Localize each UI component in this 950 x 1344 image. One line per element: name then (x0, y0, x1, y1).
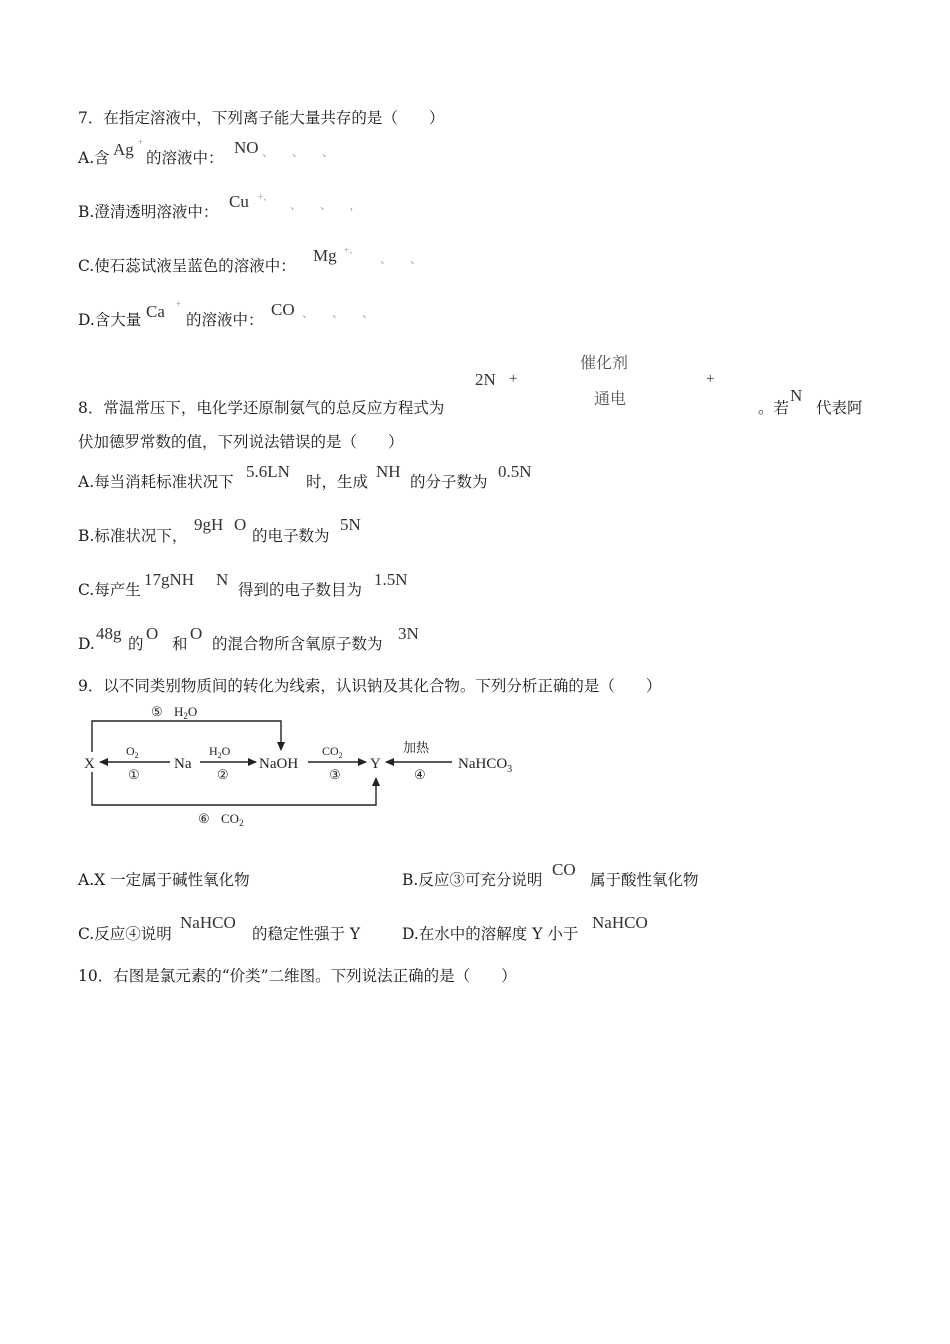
q8-d-prefix: D. (78, 635, 95, 653)
q9-c-prefix: C.反应④说明 (78, 925, 172, 943)
q8-b-value2: 5N (340, 515, 361, 534)
reaction-5-path (92, 721, 281, 752)
q8-condition-label: 通电 (594, 389, 627, 408)
q7-d-charge: + (176, 299, 182, 309)
q8-d-value: 48g (96, 624, 122, 643)
q8-d-value2: 3N (398, 624, 419, 643)
reaction-2-number: ② (217, 767, 229, 782)
q7-a-prefix: A.含 (78, 149, 110, 167)
q8-c-mid: 得到的电子数目为 (238, 581, 363, 599)
q8-stem-end: 。若 (758, 399, 790, 417)
q9-c-value: NaHCO (180, 913, 236, 932)
q7-a-ion: Ag (113, 140, 134, 159)
q9-option-a: A.X 一定属于碱性氧化物 (78, 871, 250, 889)
species-x: X (84, 756, 95, 772)
q7-b-separators: 、 、 , (290, 198, 354, 212)
reaction-5-label-o: O (187, 704, 198, 719)
species-naoh: NaOH (259, 756, 299, 772)
species-nahco3: NaHCO (458, 756, 508, 772)
svg-text:CO2: $CO_2$ (322, 744, 343, 760)
svg-text:O2: $O_2$ (126, 744, 139, 760)
q8-catalyst-label: 催化剂 (580, 353, 629, 372)
q8-equation-left: 2N (475, 370, 496, 389)
reaction-2-label-o: O (221, 744, 231, 758)
reaction-6-label: CO (221, 811, 240, 826)
q7-stem: 7．在指定溶液中，下列离子能大量共存的是（ ） (78, 109, 445, 127)
q8-c-value: 17gNH (144, 570, 195, 589)
q7-b-ions: Cu (229, 192, 249, 211)
q8-d-de: 的 (128, 635, 144, 653)
reaction-4-label: 加热 (403, 740, 430, 755)
q8-a-mid2: 的分子数为 (410, 473, 488, 491)
reaction-3-label: CO (322, 744, 339, 758)
q7-d-ions: CO (271, 300, 295, 319)
q9-d-value: NaHCO (592, 913, 648, 932)
q9-b-value: CO (552, 860, 576, 879)
q9-sodium-conversion-diagram (78, 702, 538, 832)
q7-option-a (78, 148, 110, 168)
q8-b-prefix: B.标准状况下， (78, 527, 188, 545)
reaction-5-label: H (174, 704, 184, 719)
q8-na-symbol: N (790, 386, 803, 405)
q9-stem: 9．以不同类别物质间的转化为线索，认识钠及其化合物。下列分析正确的是（ ） (78, 677, 662, 695)
q10-stem: 10．右图是氯元素的“价类”二维图。下列说法正确的是（ ） (78, 967, 517, 985)
reaction-6-number: ⑥ (198, 811, 210, 826)
svg-text:NaHCO3: NaHCO$_3$ (458, 756, 513, 775)
reaction-5-number: ⑤ (151, 704, 163, 719)
q8-equation-plus2: + (706, 371, 715, 387)
q7-d-mid: 的溶液中： (186, 311, 264, 329)
q7-a-mid: 的溶液中： (146, 149, 224, 167)
q8-stem-end2: 代表阿 (816, 399, 863, 417)
q8-c-prefix: C.每产生 (78, 581, 141, 599)
q7-a-separators: 、 、 、 (262, 145, 335, 159)
q7-c-prefix: C.使石蕊试液呈蓝色的溶液中： (78, 257, 296, 275)
q7-a-ions: NO (234, 138, 259, 157)
q7-d-ion: Ca (146, 302, 165, 321)
q7-c-charge: +、 (344, 245, 359, 255)
q8-a-value: 5.6LN (246, 462, 290, 481)
q8-a-value2: NH (376, 462, 401, 481)
q8-stem-line2: 伏加德罗常数的值，下列说法错误的是（ ） (78, 433, 404, 451)
q8-b-value-o: O (234, 515, 247, 534)
q7-b-charge: +、 (258, 192, 273, 202)
svg-text:H2O: $H_2O$ (209, 744, 231, 760)
q7-d-prefix: D.含大量 (78, 311, 142, 329)
species-na: Na (174, 756, 192, 772)
reaction-4-number: ④ (414, 767, 426, 782)
q7-c-separators: 、 、 (380, 252, 423, 266)
q7-a-ion-charge: + (138, 137, 144, 147)
q9-d-prefix: D.在水中的溶解度 Y 小于 (402, 925, 579, 943)
q8-a-prefix: A.每当消耗标准状况下 (78, 473, 234, 491)
q7-b-prefix: B.澄清透明溶液中： (78, 203, 219, 221)
q8-d-o1: O (146, 624, 159, 643)
q9-c-suffix: 的稳定性强于 Y (252, 925, 361, 943)
q8-a-value3: 0.5N (498, 462, 532, 481)
q8-c-value2: 1.5N (374, 570, 408, 589)
q7-c-ions: Mg (313, 246, 337, 265)
q8-d-o2: O (190, 624, 203, 643)
q8-stem-start: 8．常温常压下，电化学还原制氨气的总反应方程式为 (78, 399, 445, 417)
q8-d-he: 和 (172, 635, 188, 653)
reaction-1-label: O (126, 744, 135, 758)
q7-d-separators: 、 、 、 (302, 306, 375, 320)
svg-text:CO2: $CO_2$ (221, 811, 244, 828)
q9-b-suffix: 属于酸性氧化物 (590, 871, 699, 889)
q8-b-value: 9gH (194, 515, 224, 534)
svg-text:H2O: $H_2O$ (174, 704, 198, 721)
reaction-1-number: ① (128, 767, 140, 782)
species-y: Y (370, 756, 381, 772)
q8-equation-plus1: + (509, 371, 518, 387)
q8-b-mid: 的电子数为 (252, 527, 330, 545)
q8-d-mid: 的混合物所含氧原子数为 (212, 635, 383, 653)
q9-b-prefix: B.反应③可充分说明 (402, 871, 543, 889)
q8-c-value-n: N (216, 570, 229, 589)
q8-a-mid: 时，生成 (306, 473, 369, 491)
reaction-2-label: H (209, 744, 218, 758)
reaction-3-number: ③ (329, 767, 341, 782)
